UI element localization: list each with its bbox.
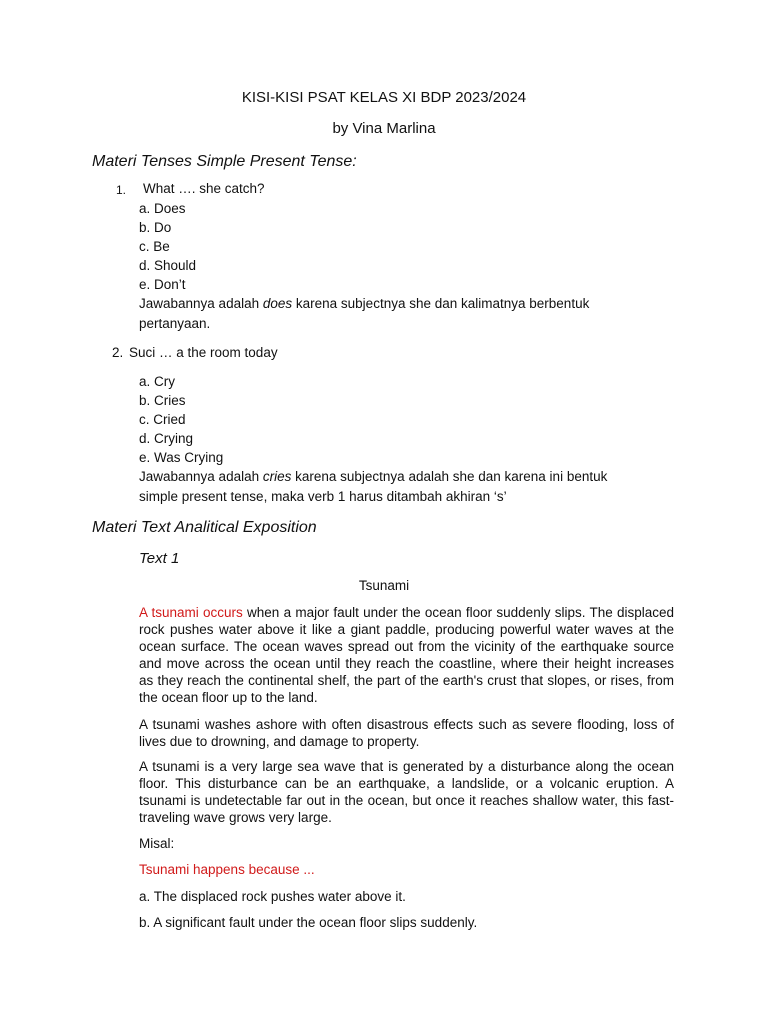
q1-answer-explanation: Jawabannya adalah does karena subjectnya she dan kalimatnya berbentuk [139, 296, 590, 311]
q2-answer-explanation-line2: simple present tense, maka verb 1 harus ditambah akhiran ‘s’ [139, 489, 507, 504]
exercise-option-a: a. The displaced rock pushes water above it. [139, 889, 406, 904]
text-title: Tsunami [358, 578, 410, 593]
question-2-text: Suci … a the room today [129, 345, 278, 360]
q2-option-b: b. Cries [139, 393, 186, 408]
q1-option-c: c. Be [139, 239, 170, 254]
question-1-number: 1. [116, 183, 127, 197]
q1-option-a: a. Does [139, 201, 186, 216]
exercise-option-b: b. A significant fault under the ocean floor slips suddenly. [139, 915, 478, 930]
q2-answer-explanation: Jawabannya adalah cries karena subjectnya adalah she dan karena ini bentuk [139, 469, 608, 484]
q1-answer-explanation-line2: pertanyaan. [139, 316, 211, 331]
q2-option-c: c. Cried [139, 412, 186, 427]
question-1-text: What …. she catch? [143, 181, 265, 196]
q1-option-b: b. Do [139, 220, 172, 235]
paragraph-1: A tsunami occurs when a major fault under the ocean floor suddenly slips. The displaced rock pushes water above it like a giant paddle, producing powerful water waves at the ocean surface. The ocean waves spread out from the vicinity of the earthquake source and move across the ocean until they reach the coastline, where their height increases as they reach the continental shelf, the part of the earth's crust that slopes, or rises, from the ocean floor up to the land. [139, 605, 674, 705]
text-label: Text 1 [139, 550, 180, 567]
document-author: by Vina Marlina [332, 120, 436, 137]
section-heading-tenses: Materi Tenses Simple Present Tense: [92, 153, 357, 170]
question-2-number: 2. [112, 345, 124, 360]
misal-label: Misal: [139, 836, 175, 851]
q2-option-d: d. Crying [139, 431, 194, 446]
section-heading-analytical: Materi Text Analitical Exposition [92, 519, 317, 536]
q1-option-e: e. Don’t [139, 277, 186, 292]
paragraph-3: A tsunami is a very large sea wave that is generated by a disturbance along the ocean floor. This disturbance can be an earthquake, a landslide, or a volcanic eruption. A tsunami is undetectable far out in the ocean, but once it reaches shallow water, this fast-traveling wave grows very large. [139, 759, 674, 825]
document-title: KISI-KISI PSAT KELAS XI BDP 2023/2024 [241, 89, 527, 106]
q2-option-a: a. Cry [139, 374, 176, 389]
q2-option-e: e. Was Crying [139, 450, 224, 465]
exercise-question: Tsunami happens because ... [139, 862, 315, 877]
highlight-phrase: A tsunami occurs [139, 605, 243, 620]
paragraph-2: A tsunami washes ashore with often disastrous effects such as severe flooding, loss of lives due to drowning, and damage to property. [139, 717, 674, 749]
q1-option-d: d. Should [139, 258, 197, 273]
